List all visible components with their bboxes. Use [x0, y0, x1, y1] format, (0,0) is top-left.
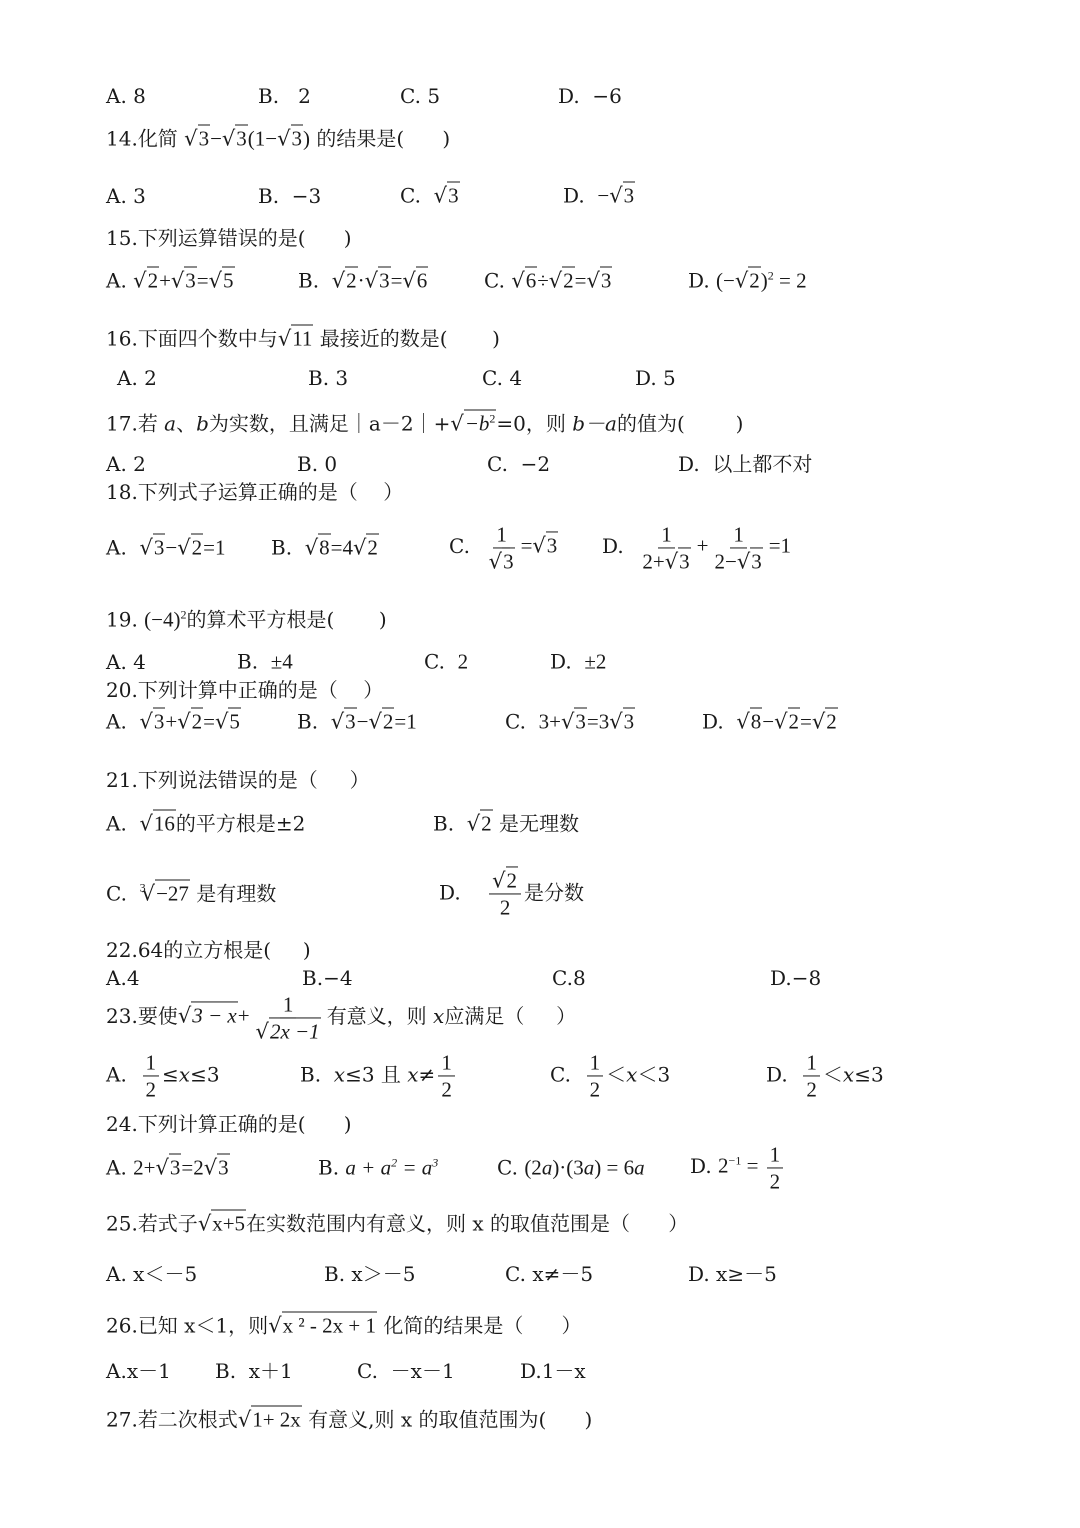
- option-a: A. √ 3−√ 2=1: [106, 538, 226, 559]
- option-a: A. x＜－5: [106, 1262, 198, 1286]
- option-b: B. $a + a^2 = a^3$: [318, 1155, 439, 1180]
- option-b: B. x＞－5: [324, 1262, 416, 1286]
- option-c: C. 1 √ 3 =√ 3: [449, 523, 558, 572]
- option-c: C. √ 3: [400, 186, 460, 207]
- option-b: B. −3: [258, 184, 322, 208]
- option-c: C. $^3$√ −27 是有理数: [106, 884, 276, 905]
- option-a: A.x－1: [106, 1359, 171, 1383]
- option-a: A. √ 2+√ 3=√ 5: [106, 271, 235, 292]
- option-d: D. $2^{-1}$ = $\frac{1}{2}$: [690, 1143, 786, 1192]
- option-d: D. x≥－5: [688, 1262, 777, 1286]
- option-b: B. √ 2 是无理数: [433, 814, 579, 835]
- option-b: B. 0: [297, 452, 338, 476]
- math-expression: √ 3−√ 3(1−√ 3): [184, 127, 310, 151]
- option-a: A. $\frac{1}{2}$ ≤x≤3: [106, 1050, 220, 1102]
- option-d: D. −6: [558, 84, 622, 108]
- option-a: A. √ 16的平方根是±2: [106, 814, 305, 835]
- option-d: D. ±2: [550, 649, 607, 674]
- option-b: B. 2: [258, 84, 311, 108]
- option-c: C. 2: [424, 649, 469, 674]
- option-c: C. −2: [487, 452, 551, 476]
- option-c: C. √ 6÷√ 2=√ 3: [484, 271, 612, 292]
- option-b: B. x≤3 且 x≠ $\frac{1}{2}$: [300, 1051, 458, 1100]
- option-a: A. 8: [106, 84, 146, 108]
- option-d: D. √ 8−√ 2=√ 2: [702, 712, 838, 733]
- option-d: D. −√ 3: [563, 186, 635, 207]
- option-c: C. x≠－5: [505, 1262, 594, 1286]
- option-a: A. 2+√ 3=2√ 3: [106, 1158, 230, 1179]
- option-b: B. √ 2·√ 3=√ 6: [298, 271, 428, 292]
- option-a: A. 2: [117, 366, 157, 390]
- option-d: D. $\frac{1}{2+√ 3}$ + $\frac{1}{2-√ 3}$ =1: [602, 523, 791, 572]
- option-b: B. 3: [308, 366, 349, 390]
- option-d: D. 5: [635, 366, 676, 390]
- option-c: C. $\frac{1}{2}$ ＜x＜3: [550, 1050, 671, 1102]
- option-d: D.1－x: [520, 1359, 586, 1383]
- question-number: 14.: [106, 126, 138, 151]
- option-a: A. 4: [106, 650, 146, 674]
- option-b: B. x＋1: [215, 1359, 293, 1383]
- option-c: C. 4: [482, 366, 523, 390]
- option-b: B.−4: [302, 966, 353, 990]
- option-a: A. √ 3+√ 2=√ 5: [106, 712, 241, 733]
- option-d: D. √ $\frac{2}{2}$ 是分数: [439, 869, 584, 918]
- option-a: A. 3: [106, 184, 146, 208]
- option-c: C. (2a)·(3a) = 6a: [497, 1155, 645, 1180]
- option-a: A. 2: [106, 452, 146, 476]
- option-d: D. 以上都不对: [678, 452, 813, 476]
- option-c: C. 5: [400, 84, 441, 108]
- option-c: C. 3+√ 3=3√ 3: [505, 712, 635, 733]
- option-b: B. ±4: [237, 649, 293, 674]
- option-c: C.8: [552, 966, 586, 990]
- option-c: C. －x－1: [357, 1359, 455, 1383]
- option-d: D. (−√ 2)$^2$ = 2: [688, 271, 807, 292]
- option-b: B. √ 3−√ 2=1: [297, 712, 417, 733]
- option-b: B. √ 8=4√ 2: [271, 538, 379, 559]
- option-a: A.4: [106, 966, 140, 990]
- option-d: D. $\frac{1}{2}$ ＜x≤3: [766, 1050, 884, 1102]
- option-d: D.−8: [770, 966, 822, 990]
